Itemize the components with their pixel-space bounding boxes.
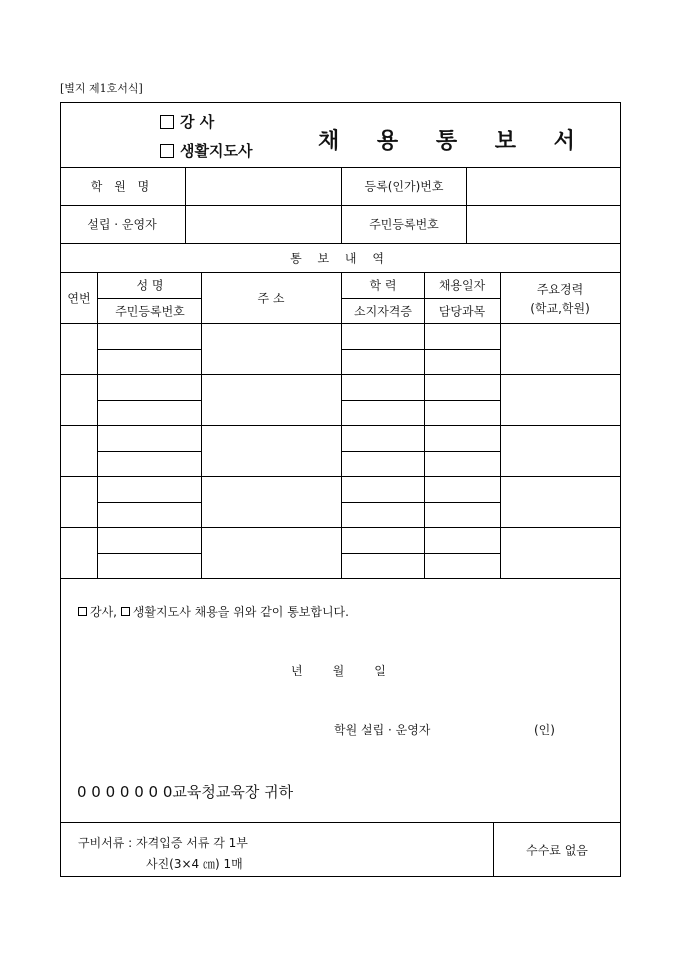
declaration-text: 강사, 생활지도사 채용을 위와 같이 통보합니다. [78, 603, 349, 620]
divider [60, 243, 621, 244]
option-instructor[interactable]: 강 사 [160, 111, 214, 132]
career-entry-cells[interactable] [501, 324, 620, 577]
recipient-line: 0 0 0 0 0 0 0교육청교육장 귀하 [77, 783, 294, 801]
resident-number-field[interactable] [468, 207, 619, 242]
month-label: 월 [332, 664, 345, 678]
resident-number-label: 주민등록번호 [369, 217, 439, 232]
col-education: 학 력 [369, 278, 397, 293]
checkbox-icon[interactable] [160, 144, 174, 158]
address-entry-cells[interactable] [202, 324, 340, 577]
checkbox-icon[interactable] [160, 115, 174, 129]
col-address: 주 소 [257, 291, 285, 306]
fee-label: 수수료 없음 [526, 843, 588, 858]
col-career: 주요경력 [536, 282, 584, 297]
required-docs-line1: 구비서류 : 자격입증 서류 각 1부 [78, 836, 248, 850]
col-license: 소지자격증 [354, 304, 412, 319]
registration-number-field[interactable] [468, 169, 619, 204]
col-career-sub: (학교,학원) [530, 301, 590, 316]
checkbox-icon[interactable] [121, 607, 130, 616]
checkbox-icon[interactable] [78, 607, 87, 616]
divider [60, 578, 621, 579]
form-number-label: [별지 제1호서식] [60, 82, 143, 95]
academy-name-label: 학 원 명 [90, 179, 154, 194]
col-seq: 연번 [67, 291, 91, 306]
education-entry-cells[interactable] [342, 324, 499, 577]
divider [185, 167, 186, 243]
divider [341, 167, 342, 243]
day-label: 일 [374, 664, 386, 678]
founder-label: 설립 · 운영자 [87, 217, 157, 232]
col-resident-no: 주민등록번호 [115, 304, 185, 319]
option-life-guidance-teacher[interactable]: 생활지도사 [160, 140, 252, 161]
divider [341, 298, 500, 299]
divider [97, 298, 201, 299]
notice-section-title: 통 보 내 역 [290, 251, 390, 266]
required-docs-line2: 사진(3×4 ㎝) 1매 [146, 857, 243, 871]
page-title: 채 용 통 보 서 [318, 128, 590, 154]
signer-label: 학원 설립 · 운영자 [334, 723, 431, 737]
year-label: 년 [291, 664, 303, 678]
founder-field[interactable] [187, 207, 339, 242]
divider [60, 822, 621, 823]
col-hire-date: 채용일자 [438, 278, 486, 293]
date-line [291, 662, 416, 679]
academy-name-field[interactable] [187, 169, 339, 204]
registration-number-label: 등록(인가)번호 [364, 179, 444, 194]
name-entry-cells[interactable] [98, 324, 200, 577]
divider [493, 822, 494, 877]
seal-label: (인) [534, 723, 555, 737]
col-name: 성 명 [136, 278, 164, 293]
divider [466, 167, 467, 243]
col-subject: 담당과목 [438, 304, 486, 319]
